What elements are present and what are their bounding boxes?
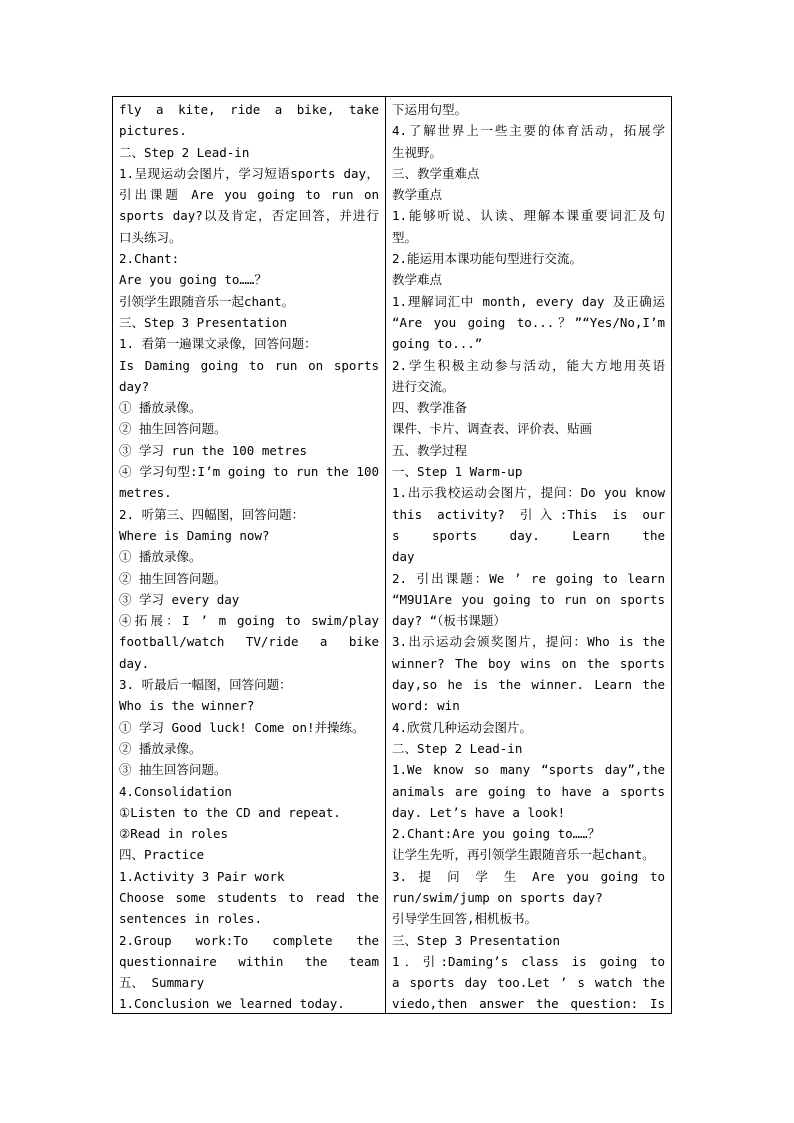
text-line: 1.出示我校运动会图片，提问：Do you know xyxy=(392,485,665,501)
lesson-plan-table xyxy=(112,96,672,1014)
text-line: 三、Step 3 Presentation xyxy=(392,932,560,948)
text-line: 一、Step 1 Warm-up xyxy=(392,464,523,480)
text-line: word: win xyxy=(392,698,460,714)
text-line: 1.We know so many “sports day”,the xyxy=(392,762,665,778)
text-line: Is Daming going to run on sports xyxy=(119,357,379,373)
text-line: day xyxy=(392,549,415,565)
text-line: 3. 提 问 学 生 Are you going to xyxy=(392,868,665,884)
text-line: this activity? 引入:This is our xyxy=(392,506,665,522)
text-line: sentences in roles. xyxy=(119,911,262,927)
text-line: 三、教学重难点 xyxy=(392,165,480,181)
text-line: s sports day. Learn the xyxy=(392,527,665,543)
text-line: day? “（板书课题） xyxy=(392,613,506,629)
text-line: 1．引:Daming’s class is going to xyxy=(392,953,665,969)
text-line: fly a kite, ride a bike, take xyxy=(119,102,379,117)
text-line: 2.能运用本课功能句型进行交流。 xyxy=(392,251,583,267)
text-line: 4.欣赏几种运动会图片。 xyxy=(392,719,533,735)
text-line: winner? The boy wins on the sports xyxy=(392,655,665,671)
right-column xyxy=(386,97,671,1013)
text-line: ④ 学习句型:I’m going to run the 100 xyxy=(119,464,379,480)
text-line: 下运用句型。 xyxy=(392,102,468,117)
text-line: ② 抽生回答问题。 xyxy=(119,570,227,586)
text-line: ②Read in roles xyxy=(119,826,229,842)
text-line: ③ 学习 run the 100 metres xyxy=(119,442,308,458)
text-line: ② 抽生回答问题。 xyxy=(119,421,227,437)
text-line: 2.学生积极主动参与活动，能大方地用英语 xyxy=(392,357,665,373)
text-line: 3. 听最后一幅图，回答问题： xyxy=(119,677,292,693)
text-line: 进行交流。 xyxy=(392,378,455,394)
text-line: ③ 学习 every day xyxy=(119,591,240,607)
text-line: day. xyxy=(119,655,150,671)
text-line: animals are going to have a sports xyxy=(392,783,665,799)
text-line: 引领学生跟随音乐一起chant。 xyxy=(119,293,295,309)
text-line: 二、Step 2 Lead-in xyxy=(119,144,250,160)
text-line: ① 学习 Good luck! Come on!并操练。 xyxy=(119,719,365,735)
text-line: ④拓展：I ’ m going to swim/play xyxy=(119,613,379,629)
text-line: ② 播放录像。 xyxy=(119,740,202,756)
text-line: 2. 听第三、四幅图，回答问题： xyxy=(119,506,305,522)
text-line: 3.出示运动会颁奖图片，提问：Who is the xyxy=(392,634,665,650)
text-line: 1.呈现运动会图片，学习短语sports day， xyxy=(119,165,379,181)
text-line: football/watch TV/ride a bike xyxy=(119,634,379,650)
text-line: sports day?以及肯定，否定回答，并进行 xyxy=(119,208,379,224)
text-line: 1.能够听说、认读、理解本课重要词汇及句 xyxy=(392,208,665,224)
text-line: ① 播放录像。 xyxy=(119,400,202,416)
text-line: 4.Consolidation xyxy=(119,783,232,799)
text-line: 课件、卡片、调查表、评价表、贴画 xyxy=(392,421,593,437)
text-line: 五、 Summary xyxy=(119,975,205,991)
text-line: ③ 抽生回答问题。 xyxy=(119,762,227,778)
text-line: 引导学生回答,相机板书。 xyxy=(392,911,538,927)
text-line: 二、Step 2 Lead-in xyxy=(392,740,523,756)
text-line: a sports day too.Let ’ s watch the xyxy=(392,975,665,991)
text-line: 1.Conclusion we learned today. xyxy=(119,996,345,1012)
text-line: Choose some students to read the xyxy=(119,889,379,905)
text-line: 生视野。 xyxy=(392,144,443,160)
text-line: metres. xyxy=(119,485,172,501)
text-line: Are you going to……？ xyxy=(119,272,267,288)
text-line: questionnaire within the team xyxy=(119,953,379,969)
text-line: 教学重点 xyxy=(392,187,443,203)
text-line: Where is Daming now? xyxy=(119,527,270,543)
text-line: 教学难点 xyxy=(392,272,443,288)
text-line: 2.Chant: xyxy=(119,251,180,267)
text-line: “M9U1Are you going to run on sports xyxy=(392,591,665,607)
text-line: 三、Step 3 Presentation xyxy=(119,314,287,330)
text-line: 四、教学准备 xyxy=(392,400,468,416)
text-line: 4.了解世界上一些主要的体育活动，拓展学 xyxy=(392,123,665,139)
text-line: run/swim/jump on sports day? xyxy=(392,889,603,905)
text-line: 2. 引出课题：We ’ re going to learn xyxy=(392,570,665,586)
text-line: 口头练习。 xyxy=(119,229,182,245)
text-line: 四、Practice xyxy=(119,847,205,863)
text-line: day. Let’s have a look! xyxy=(392,804,566,820)
text-line: day? xyxy=(119,378,150,394)
text-line: ①Listen to the CD and repeat. xyxy=(119,804,341,820)
text-line: 1. 看第一遍课文录像，回答问题： xyxy=(119,336,317,352)
text-line: Who is the winner? xyxy=(119,698,255,714)
text-line: 五、教学过程 xyxy=(392,442,468,458)
text-line: 1.理解词汇中 month, every day 及正确运 xyxy=(392,293,665,309)
text-line: day,so he is the winner. Learn the xyxy=(392,677,665,693)
text-line: ① 播放录像。 xyxy=(119,549,202,565)
text-line: “Are you going to...？”“Yes/No,I’m xyxy=(392,314,665,330)
text-line: 2.Group work:To complete the xyxy=(119,932,379,948)
text-line: 1.Activity 3 Pair work xyxy=(119,868,285,884)
text-line: pictures. xyxy=(119,123,187,139)
text-line: 引出课题 Are you going to run on xyxy=(119,187,379,203)
text-line: 让学生先听，再引领学生跟随音乐一起chant。 xyxy=(392,847,655,863)
text-line: going to...” xyxy=(392,336,483,352)
left-column xyxy=(113,97,386,1013)
text-line: 2.Chant:Are you going to……？ xyxy=(392,826,601,842)
text-line: viedo,then answer the question: Is xyxy=(392,996,665,1012)
text-line: 型。 xyxy=(392,229,418,245)
